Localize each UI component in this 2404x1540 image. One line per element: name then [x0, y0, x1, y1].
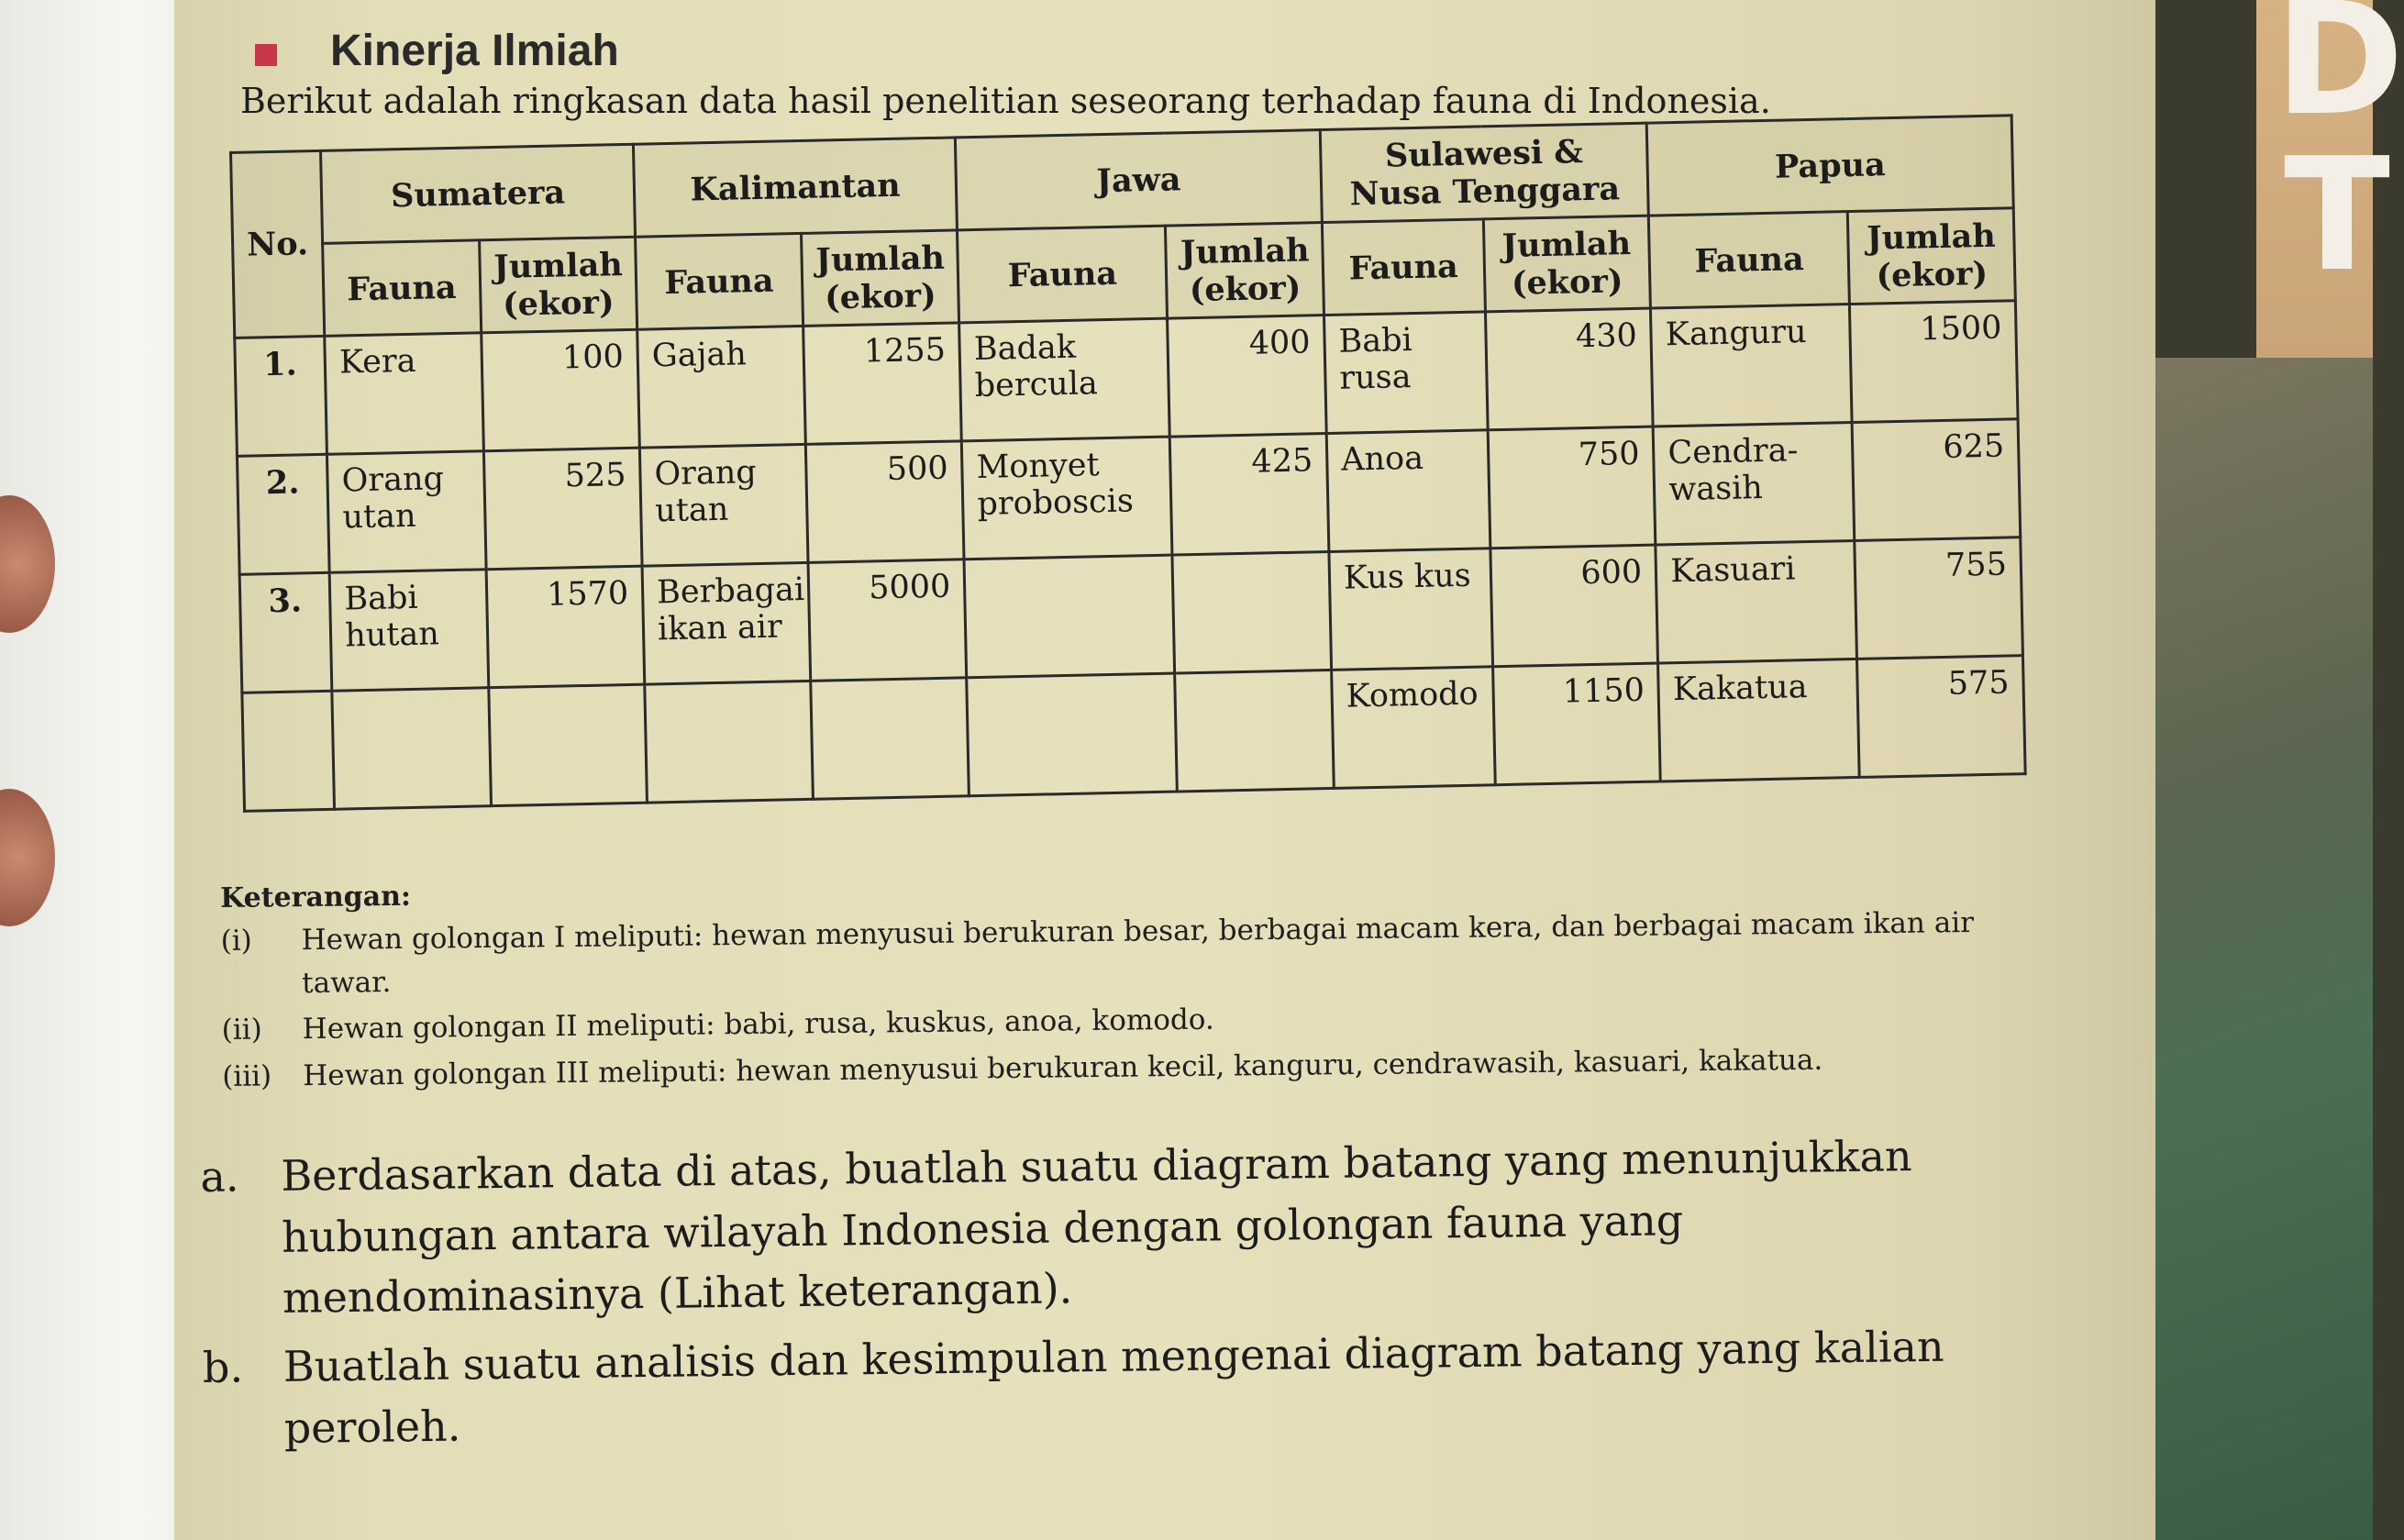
- section-title: Kinerja Ilmiah: [330, 27, 619, 75]
- notes-title: Keterangan:: [220, 880, 412, 914]
- note-item: [220, 901, 2055, 1005]
- row-number: 3.: [239, 572, 332, 692]
- subheader-fauna: Fauna: [636, 233, 803, 329]
- subheader-fauna: Fauna: [958, 226, 1168, 323]
- fauna-cell: Badak bercula: [959, 318, 1170, 441]
- fauna-cell: Kanguru: [1651, 305, 1853, 427]
- note-label: (i): [220, 924, 252, 958]
- section-marker-icon: [255, 44, 277, 66]
- count-cell: 425: [1170, 434, 1329, 556]
- task-item: [200, 1124, 2055, 1330]
- count-cell: 5000: [808, 559, 967, 681]
- header-no: No.: [231, 150, 325, 338]
- subheader-jumlah: Jumlah (ekor): [1847, 208, 2015, 305]
- tasks-section: [200, 1124, 2056, 1467]
- note-text: Hewan golongan II meliputi: babi, rusa, kuskus, anoa, komodo.: [302, 1003, 1214, 1047]
- subheader-jumlah: Jumlah (ekor): [479, 237, 637, 333]
- fauna-cell: [967, 673, 1178, 796]
- count-cell: 1570: [486, 566, 645, 688]
- fauna-table-wrapper: [229, 114, 2027, 813]
- count-cell: 750: [1488, 427, 1656, 548]
- fauna-cell: Kakatua: [1658, 659, 1860, 781]
- count-cell: [810, 678, 969, 800]
- subheader-jumlah: Jumlah (ekor): [801, 230, 959, 327]
- subheader-jumlah: Jumlah (ekor): [1483, 216, 1651, 312]
- count-cell: 100: [481, 329, 639, 451]
- header-region: Kalimantan: [633, 138, 957, 237]
- fauna-cell: Kasuari: [1656, 540, 1857, 663]
- fauna-cell: Komodo: [1332, 667, 1495, 789]
- count-cell: [488, 684, 647, 806]
- row-number: [242, 691, 335, 811]
- count-cell: 1150: [1492, 663, 1660, 785]
- header-region: Sulawesi & Nusa Tenggara: [1320, 123, 1648, 222]
- subheader-fauna: Fauna: [323, 240, 482, 337]
- subheader-fauna: Fauna: [1322, 219, 1485, 316]
- subheader-jumlah: Jumlah (ekor): [1166, 223, 1324, 319]
- header-region: Sumatera: [321, 144, 636, 243]
- task-text: Berdasarkan data di atas, buatlah suatu diagram batang yang menunjukkan hubungan antara wilayah Indonesia dengan golongan fauna yang mendominasinya (Lihat keterangan).: [281, 1131, 1912, 1324]
- background-letter: D: [2275, 0, 2404, 150]
- task-label: a.: [200, 1151, 239, 1202]
- count-cell: 625: [1852, 419, 2020, 541]
- count-cell: 1500: [1850, 301, 2018, 423]
- fauna-cell: Babi rusa: [1324, 312, 1487, 434]
- fauna-cell: Gajah: [637, 326, 805, 448]
- fauna-cell: Monyet proboscis: [962, 437, 1173, 559]
- intro-text: Berikut adalah ringkasan data hasil penelitian seseorang terhadap fauna di Indonesia.: [240, 81, 1771, 121]
- count-cell: [1172, 551, 1331, 673]
- count-cell: 400: [1168, 316, 1326, 438]
- count-cell: 1255: [803, 323, 961, 445]
- fauna-cell: Kera: [325, 333, 483, 455]
- count-cell: 575: [1857, 656, 2025, 778]
- row-number: 1.: [235, 336, 327, 456]
- fauna-cell: Babi hutan: [329, 570, 488, 692]
- fauna-cell: Cendra-wasih: [1653, 423, 1855, 546]
- fauna-cell: [964, 555, 1175, 678]
- fauna-cell: Kus kus: [1329, 548, 1492, 670]
- fauna-cell: Orang utan: [639, 444, 807, 566]
- note-text: Hewan golongan I meliputi: hewan menyusui berukuran besar, berbagai macam kera, dan berbagai macam ikan air tawar.: [301, 905, 1975, 1000]
- row-number: 2.: [237, 454, 329, 574]
- header-region: Jawa: [956, 130, 1323, 230]
- fauna-cell: [645, 681, 813, 803]
- note-label: (iii): [222, 1058, 272, 1093]
- fauna-cell: Orang utan: [327, 451, 486, 573]
- note-text: Hewan golongan III meliputi: hewan menyusui berukuran kecil, kanguru, cendrawasih, kasuari, kakatua.: [303, 1043, 1823, 1092]
- subheader-fauna: Fauna: [1649, 212, 1850, 309]
- count-cell: [1175, 670, 1334, 792]
- background-letter: T: [2284, 125, 2390, 306]
- count-cell: 430: [1485, 308, 1653, 430]
- task-item: [203, 1314, 2056, 1459]
- notes-section: [220, 863, 2056, 1102]
- count-cell: 500: [805, 441, 964, 563]
- fauna-table: [229, 114, 2027, 813]
- header-region: Papua: [1646, 116, 2013, 216]
- fauna-cell: Anoa: [1326, 430, 1490, 552]
- background-photo: [2155, 358, 2373, 1540]
- task-label: b.: [202, 1342, 244, 1393]
- count-cell: 525: [483, 448, 642, 570]
- count-cell: 600: [1490, 545, 1657, 667]
- count-cell: 755: [1855, 537, 2022, 659]
- fauna-cell: Berbagai ikan air: [642, 562, 810, 684]
- note-label: (ii): [221, 1013, 262, 1047]
- fauna-cell: [332, 688, 491, 810]
- task-text: Buatlah suatu analisis dan kesimpulan mengenai diagram batang yang kalian peroleh.: [282, 1321, 1944, 1453]
